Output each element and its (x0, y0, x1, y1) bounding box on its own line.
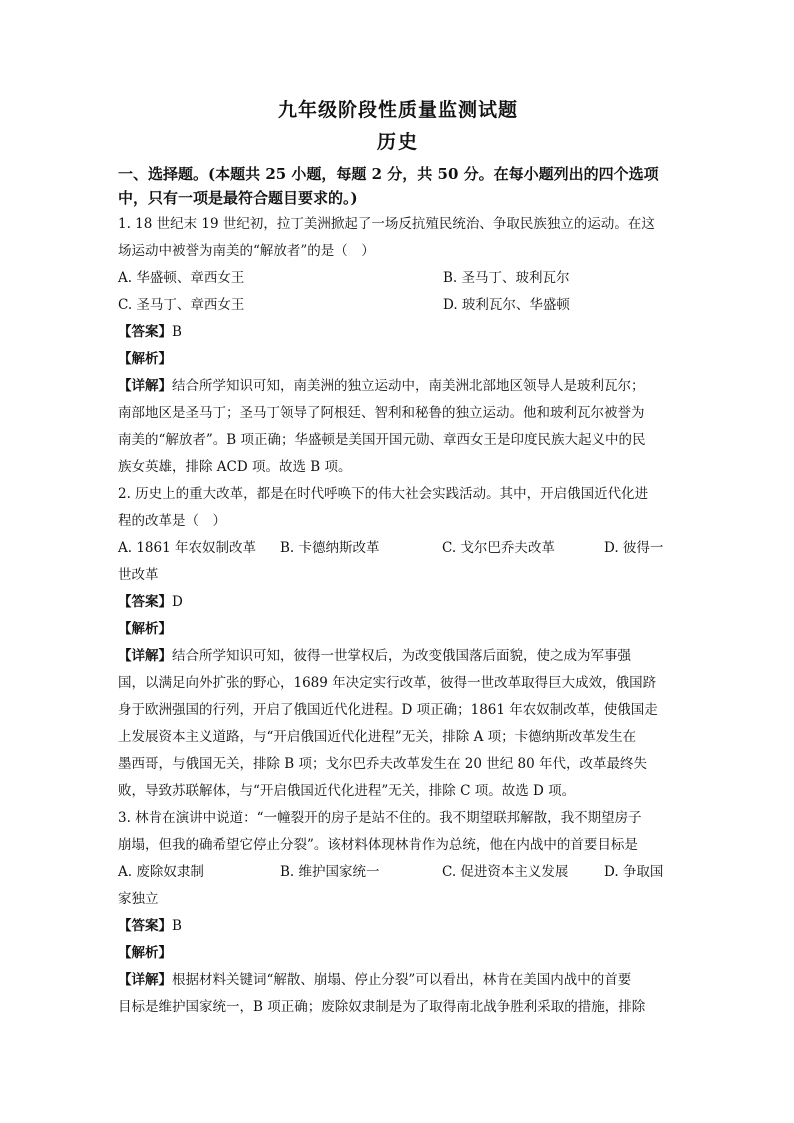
option-c: C. 圣马丁、章西女王 (118, 297, 245, 313)
section-heading-line-1: 一、选择题。(本题共 25 小题，每题 2 分，共 50 分。在每小题列出的四个选项 (118, 165, 659, 183)
detail-text: 根据材料关键词“解散、崩塌、停止分裂”可以看出，林肯在美国内战中的首要 (172, 972, 632, 988)
question-stem-line: 程的改革是（ ） (118, 513, 226, 529)
detail-line: 南美的“解放者”。B 项正确；华盛顿是美国开国元勋、章西女王是印度民族大起义中的民 (118, 432, 646, 448)
options-row (118, 859, 678, 886)
option-b: B. 圣马丁、玻利瓦尔 (443, 270, 570, 286)
section-heading-line-2: 中，只有一项是最符合题目要求的。) (118, 189, 358, 207)
option-c: C. 促进资本主义发展 (442, 864, 569, 880)
options-row (118, 535, 678, 562)
detail-line: 败，导致苏联解体，与“开启俄国近代化进程”无关，排除 C 项。故选 D 项。 (118, 783, 576, 799)
answer-value: D (172, 594, 183, 610)
question-stem-line: 1. 18 世纪末 19 世纪初，拉丁美洲掀起了一场反抗殖民统治、争取民族独立的运动。在这 (118, 216, 655, 232)
detail-tag: 【详解】 (118, 648, 172, 664)
option-a: A. 华盛顿、章西女王 (118, 270, 245, 286)
detail-text: 结合所学知识可知，彼得一世掌权后，为改变俄国落后面貌，使之成为军事强 (172, 648, 631, 664)
option-continuation: 世改革 (118, 567, 159, 583)
question-stem-line: 2. 历史上的重大改革，都是在时代呼唤下的伟大社会实践活动。其中，开启俄国近代化进 (118, 486, 649, 502)
detail-line (118, 967, 678, 994)
detail-line: 目标是维护国家统一，B 项正确；废除奴隶制是为了取得南北战争胜利采取的措施，排除 (118, 999, 646, 1015)
detail-tag: 【详解】 (118, 972, 172, 988)
options-row (118, 292, 678, 319)
answer-value: B (172, 324, 182, 340)
question-stem-line: 崩塌，但我的确希望它停止分裂”。该材料体现林肯作为总统，他在内战中的首要目标是 (118, 837, 638, 853)
option-b: B. 卡德纳斯改革 (280, 540, 380, 556)
detail-line: 国，以满足向外扩张的野心，1689 年决定实行改革，彼得一世改革取得巨大成效，俄国跻 (118, 675, 657, 691)
detail-line: 族女英雄，排除 ACD 项。故选 B 项。 (118, 459, 352, 475)
question-stem-line: 场运动中被誉为南美的“解放者”的是（ ） (118, 243, 375, 259)
option-a: A. 1861 年农奴制改革 (118, 540, 256, 556)
answer-line (118, 589, 678, 616)
analysis-tag: 【解析】 (118, 351, 172, 367)
question-1 (118, 211, 678, 481)
analysis-tag: 【解析】 (118, 621, 172, 637)
detail-line: 上发展资本主义道路，与“开启俄国近代化进程”无关，排除 A 项；卡德纳斯改革发生在 (118, 729, 637, 745)
detail-line: 南部地区是圣马丁；圣马丁领导了阿根廷、智利和秘鲁的独立运动。他和玻利瓦尔被誉为 (118, 405, 645, 421)
option-d: D. 玻利瓦尔、华盛顿 (443, 297, 570, 313)
answer-tag: 【答案】 (118, 918, 172, 934)
question-2 (118, 481, 678, 805)
option-a: A. 废除奴隶制 (118, 864, 204, 880)
answer-tag: 【答案】 (118, 594, 172, 610)
option-b: B. 维护国家统一 (280, 864, 380, 880)
option-c: C. 戈尔巴乔夫改革 (442, 540, 555, 556)
answer-tag: 【答案】 (118, 324, 172, 340)
detail-tag: 【详解】 (118, 378, 172, 394)
detail-line (118, 373, 678, 400)
answer-line (118, 913, 678, 940)
option-d: D. 争取国 (604, 864, 664, 880)
answer-line (118, 319, 678, 346)
options-row (118, 265, 678, 292)
subject-title: 历史 (376, 131, 419, 153)
analysis-tag: 【解析】 (118, 945, 172, 961)
question-3 (118, 805, 678, 1021)
detail-line: 墨西哥，与俄国无关，排除 B 项；戈尔巴乔夫改革发生在 20 世纪 80 年代，改革最终失 (118, 756, 648, 772)
document-page (118, 96, 678, 1021)
option-d: D. 彼得一 (604, 540, 664, 556)
detail-line (118, 643, 678, 670)
answer-value: B (172, 918, 182, 934)
exam-title: 九年级阶段性质量监测试题 (277, 99, 518, 121)
option-continuation: 家独立 (118, 891, 159, 907)
detail-text: 结合所学知识可知，南美洲的独立运动中，南美洲北部地区领导人是玻利瓦尔； (172, 378, 645, 394)
detail-line: 身于欧洲强国的行列，开启了俄国近代化进程。D 项正确；1861 年农奴制改革，使俄国走 (118, 702, 658, 718)
question-stem-line: 3. 林肯在演讲中说道：“一幢裂开的房子是站不住的。我不期望联邦解散，我不期望房子 (118, 810, 642, 826)
